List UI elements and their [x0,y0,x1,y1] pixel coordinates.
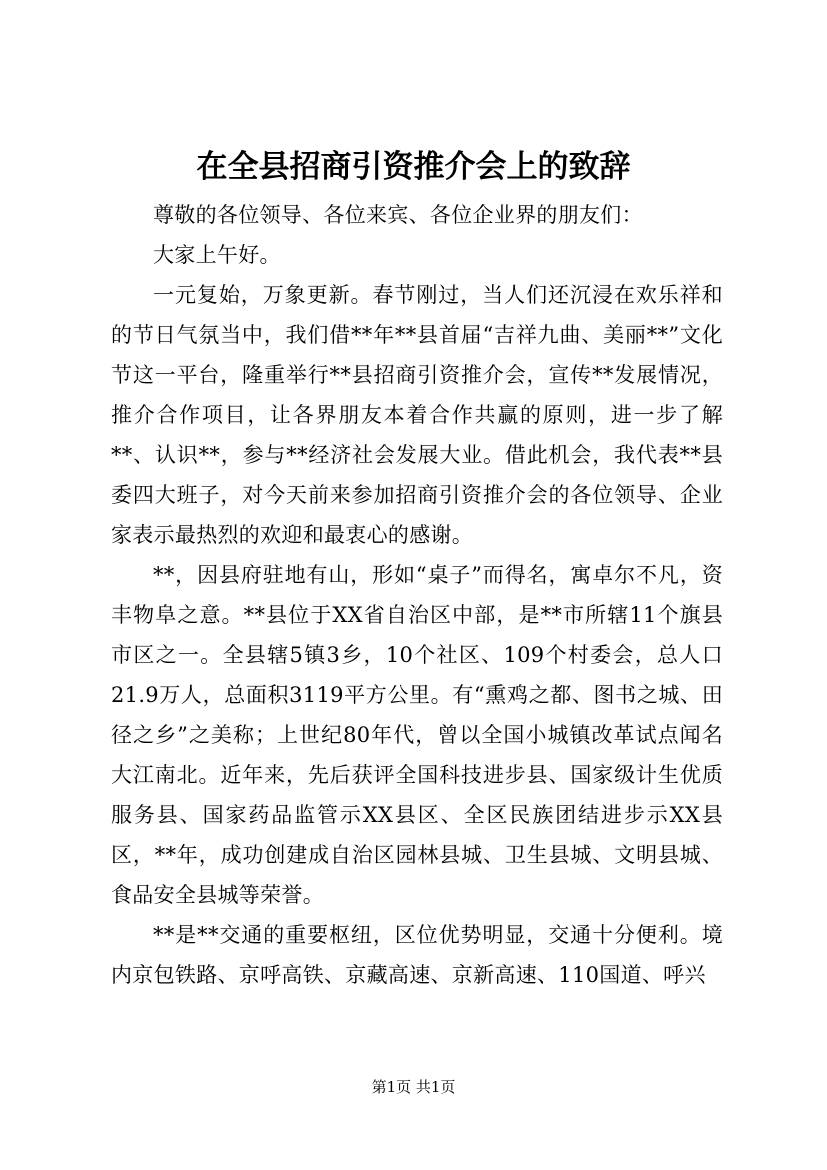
greeting-paragraph: 大家上午好。 [153,243,281,267]
body-paragraph: 一元复始，万象更新。春节刚过，当人们还沉浸在欢乐祥和的节日气氛当中，我们借**年**县首届“吉祥九曲、美丽**”文化节这一平台，隆重举行**县招商引资推介会，宣传**发展情况，推介合作项目，让各界朋友本着合作共赢的原则，进一步了解**、认识**，参与**经济社会发展大业。借此机会，我代表**县委四大班子，对今天前来参加招商引资推介会的各位领导、企业家表示最热烈的欢迎和最衷心的感谢。 [111,283,723,547]
salutation-paragraph: 尊敬的各位领导、各位来宾、各位企业界的朋友们： [153,203,643,227]
document-title: 在全县招商引资推介会上的致辞 [196,149,631,185]
document-body [111,195,723,995]
body-paragraph: **是**交通的重要枢纽，区位优势明显，交通十分便利。境内京包铁路、京呼高铁、京藏高速、京新高速、110国道、呼兴 [111,923,723,987]
body-paragraph: **，因县府驻地有山，形如“桌子”而得名，寓卓尔不凡，资丰物阜之意。**县位于XX省自治区中部，是**市所辖11个旗县市区之一。全县辖5镇3乡，10个社区、109个村委会，总人口21.9万人，总面积3119平方公里。有“熏鸡之都、图书之城、田径之乡”之美称；上世纪80年代，曾以全国小城镇改革试点闻名大江南北。近年来，先后获评全国科技进步县、国家级计生优质服务县、国家药品监管示XX县区、全区民族团结进步示XX县区，**年，成功创建成自治区园林县城、卫生县城、文明县城、食品安全县城等荣誉。 [111,563,723,907]
page-number-footer: 第1页 共1页 [371,1078,456,1096]
